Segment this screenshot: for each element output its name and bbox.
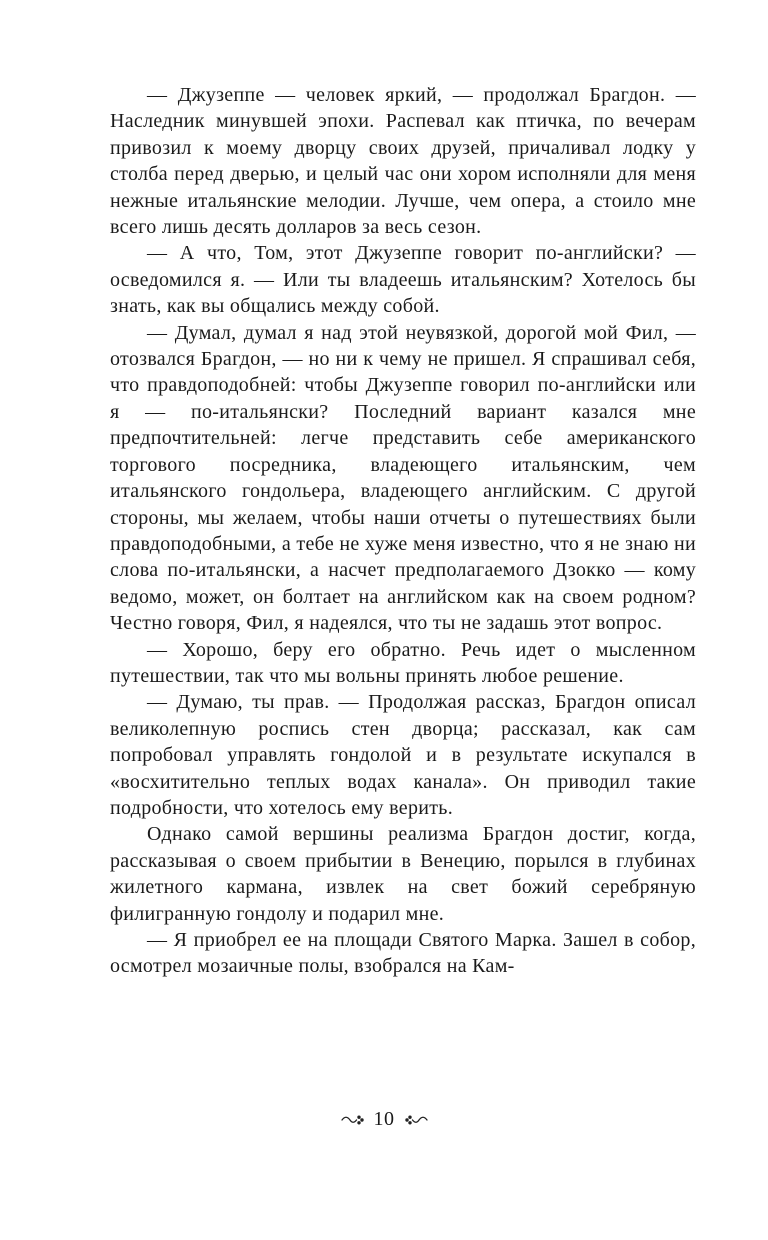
page-footer bbox=[0, 1108, 768, 1131]
paragraph: Однако самой вершины реализма Брагдон достиг, когда, рассказывая о своем прибытии в Венецию, порылся в глубинах жилетного кармана, извлек на свет божий серебряную филигранную гондолу и подарил мне. bbox=[110, 823, 696, 925]
page-number: 10 bbox=[373, 1108, 395, 1130]
paragraph: — Джузеппе — человек яркий, — продолжал Брагдон. — Наследник минувшей эпохи. Распевал как птичка, по вечерам привозил к моему дворцу своих друзей, причаливал лодку у столба перед дверью, и целый час они хором исполняли для меня нежные итальянские мелодии. Лучше, чем опера, а стоило мне всего лишь десять долларов за весь сезон. bbox=[110, 84, 696, 239]
paragraph: — Я приобрел ее на площади Святого Марка. Зашел в собор, осмотрел мозаичные полы, взобрался на Кам- bbox=[110, 929, 696, 978]
paragraph: — А что, Том, этот Джузеппе говорит по-английски? — осведомился я. — Или ты владеешь итальянским? Хотелось бы знать, как вы общались между собой. bbox=[110, 242, 696, 318]
paragraph: — Хорошо, беру его обратно. Речь идет о мысленном путешествии, так что мы вольны принять любое решение. bbox=[110, 638, 696, 687]
paragraph: — Думаю, ты прав. — Продолжая рассказ, Брагдон описал великолепную роспись стен дворца; рассказал, как сам попробовал управлять гондолой и в результате искупался в «восхитительно теплых водах канала». Он приводил такие подробности, что хотелось ему верить. bbox=[110, 691, 696, 819]
fleuron-left-icon bbox=[341, 1113, 365, 1127]
fleuron-right-icon bbox=[404, 1113, 428, 1127]
paragraph: — Думал, думал я над этой неувязкой, дорогой мой Фил, — отозвался Брагдон, — но ни к чему не пришел. Я спрашивал себя, что правдоподобней: чтобы Джузеппе говорил по-английски или я — по-итальянски? Последний вариант казался мне предпочтительней: легче представить себе американского торгового посредника, владеющего итальянским, чем итальянского гондольера, владеющего английским. С другой стороны, мы желаем, чтобы наши отчеты о путешествиях были правдоподобными, а тебе не хуже меня известно, что я не знаю ни слова по-итальянски, а насчет предполагаемого Дзокко — кому ведомо, может, он болтает на английском как на своем родном? Честно говоря, Фил, я надеялся, что ты не задашь этот вопрос. bbox=[110, 321, 696, 635]
text-block bbox=[110, 82, 696, 980]
